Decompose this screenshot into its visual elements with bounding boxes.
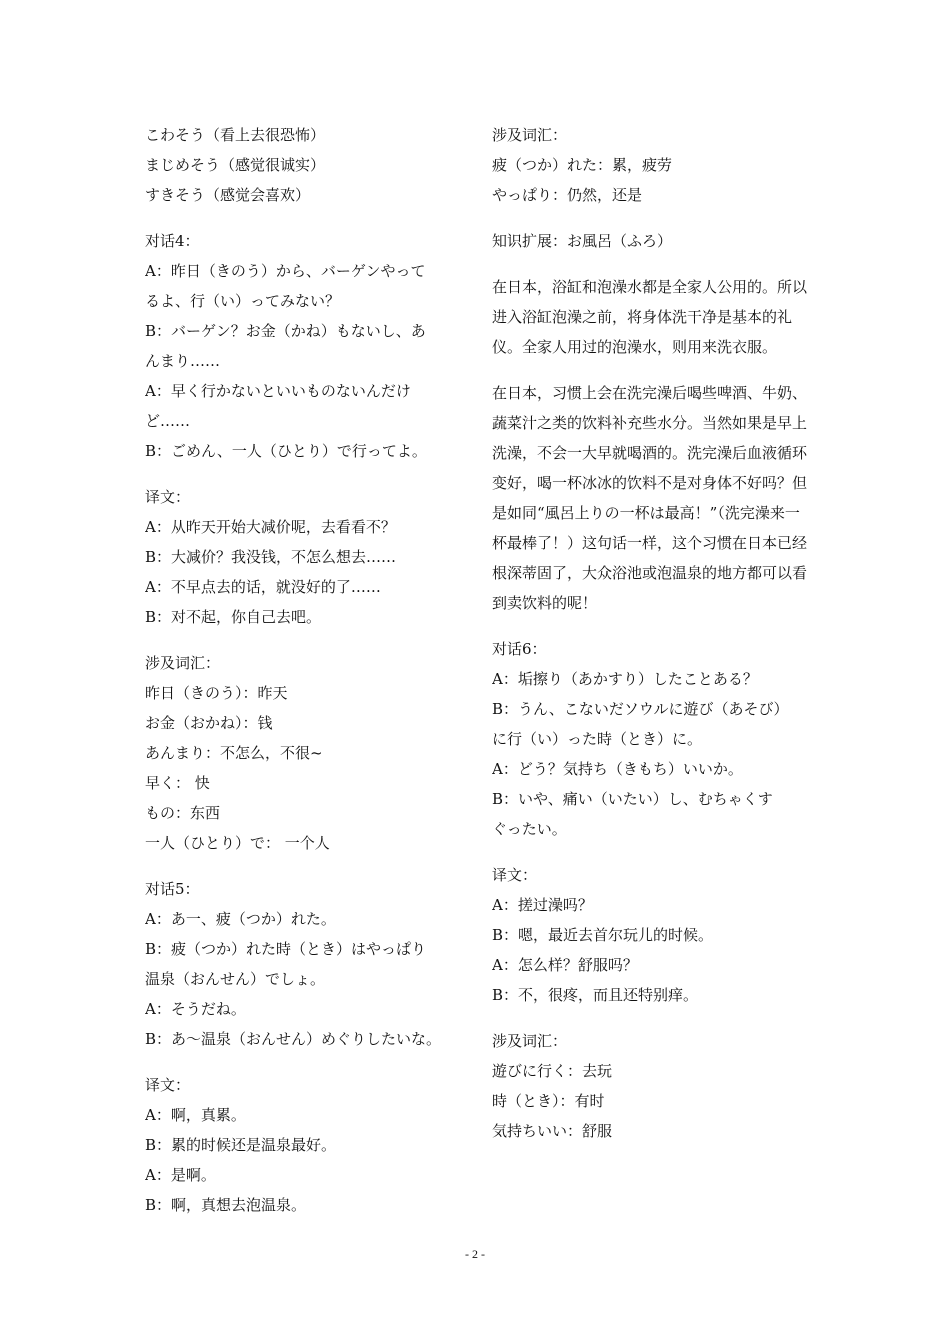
dialog-line: に行（い）った時（とき）に。 [492, 730, 703, 748]
translation-line: A：怎么样？舒服吗？ [492, 956, 638, 974]
dialog-line: A：あ一、疲（つか）れた。 [145, 910, 336, 928]
translation-line: B：对不起，你自己去吧。 [145, 608, 322, 626]
translation-5-title: 译文： [145, 1076, 191, 1094]
translation-line: B：嗯，最近去首尔玩儿的时候。 [492, 926, 714, 944]
dialog-5-title: 对话5： [145, 880, 200, 898]
translation-line: A：搓过澡吗？ [492, 896, 593, 914]
dialog-line: B：うん、こないだソウルに遊び（あそび） [492, 700, 789, 718]
left-column [145, 120, 470, 1220]
knowledge-paragraph: 在日本，习惯上会在洗完澡后喝些啤酒、牛奶、蔬菜汁之类的饮料补充些水分。当然如果是早上洗澡，不会一大早就喝酒的。洗完澡后血液循环变好，喝一杯冰冰的饮料不是对身体不好吗？但是如同“風呂上りの一杯は最高！”（洗完澡来一杯最棒了！）这句话一样，这个习惯在日本已经根深蒂固了，大众浴池或泡温泉的地方都可以看到卖饮料的呢！ [492, 384, 808, 612]
dialog-line: ぐったい。 [492, 820, 567, 838]
dialog-line: るよ、行（い）ってみない？ [145, 292, 341, 310]
translation-line: A：从昨天开始大减价呢，去看看不？ [145, 518, 396, 536]
page-number: - 2 - [465, 1247, 485, 1261]
vocab-5-title: 涉及词汇： [492, 126, 568, 144]
vocab-line: 早く： 快 [145, 774, 210, 792]
dialog-line: A：どう？気持ち（きもち）いいか。 [492, 760, 743, 778]
dialog-4-title: 对话4： [145, 232, 200, 250]
dialog-line: B：疲（つか）れた時（とき）はやっぱり [145, 940, 427, 958]
vocab-line: もの：东西 [145, 804, 221, 822]
dialog-line: A：そうだね。 [145, 1000, 246, 1018]
dialog-line: B：あ～温泉（おんせん）めぐりしたいな。 [145, 1030, 442, 1048]
dialog-line: B：バーゲン？お金（かね）もないし、あ [145, 322, 426, 340]
dialog-line: ど…… [145, 412, 191, 430]
translation-line: B：啊，真想去泡温泉。 [145, 1196, 307, 1214]
dialog-line: A：垢擦り（あかすり）したことある？ [492, 670, 758, 688]
dialog-6-title: 对话6： [492, 640, 547, 658]
vocab-line: あんまり：不怎么，不很~ [145, 744, 323, 762]
translation-line: B：累的时候还是温泉最好。 [145, 1136, 337, 1154]
vocab-line: 遊びに行く：去玩 [492, 1062, 613, 1080]
translation-line: A：不早点去的话，就没好的了…… [145, 578, 381, 596]
translation-line: A：啊，真累。 [145, 1106, 246, 1124]
vocab-6-title: 涉及词汇： [492, 1032, 568, 1050]
knowledge-title: 知识扩展：お風呂（ふろ） [492, 232, 673, 250]
translation-line: B：不，很疼，而且还特别痒。 [492, 986, 699, 1004]
dialog-line: B：いや、痛い（いたい）し、むちゃくす [492, 790, 773, 808]
dialog-line: A：昨日（きのう）から、バーゲンやって [145, 262, 426, 280]
vocab-line: 気持ちいい：舒服 [492, 1122, 613, 1140]
vocab-line: 昨日（きのう）：昨天 [145, 684, 288, 702]
translation-line: A：是啊。 [145, 1166, 216, 1184]
dialog-line: B：ごめん、一人（ひとり）で行ってよ。 [145, 442, 427, 460]
vocab-line: 一人（ひとり）で： 一个人 [145, 834, 330, 852]
vocab-4-title: 涉及词汇： [145, 654, 221, 672]
dialog-line: んまり…… [145, 352, 221, 370]
vocab-line: お金（おかね）：钱 [145, 714, 273, 732]
translation-6-title: 译文： [492, 866, 538, 884]
knowledge-paragraph: 在日本，浴缸和泡澡水都是全家人公用的。所以进入浴缸泡澡之前，将身体洗干净是基本的礼仪。全家人用过的泡澡水，则用来洗衣服。 [492, 278, 808, 356]
intro-line: こわそう（看上去很恐怖） [145, 126, 326, 144]
translation-line: B：大减价？我没钱，不怎么想去…… [145, 548, 397, 566]
vocab-line: やっぱり：仍然，还是 [492, 186, 643, 204]
intro-line: まじめそう（感觉很诚实） [145, 156, 326, 174]
intro-line: すきそう（感觉会喜欢） [145, 186, 311, 204]
vocab-line: 疲（つか）れた：累，疲劳 [492, 156, 673, 174]
vocab-line: 時（とき）：有时 [492, 1092, 605, 1110]
right-column [492, 120, 812, 1146]
dialog-line: A：早く行かないといいものないんだけ [145, 382, 411, 400]
translation-4-title: 译文： [145, 488, 191, 506]
dialog-line: 温泉（おんせん）でしょ。 [145, 970, 326, 988]
